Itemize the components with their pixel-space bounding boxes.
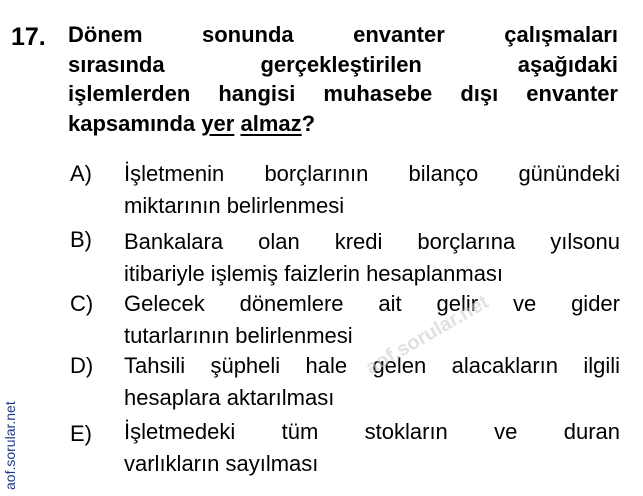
option-c-text [124,288,620,352]
question-line-1: Dönem sonunda envanter çalışmaları [68,22,618,47]
option-b-line-1: Bankalara olan kredi borçlarına yılsonu [124,229,620,254]
question-mark: ? [301,110,316,136]
option-d-line-2: hesaplara aktarılması [124,385,335,410]
question-line-4 [68,109,618,139]
option-b-letter: B) [70,227,92,252]
question-line-2: sırasında gerçekleştirilen aşağıdaki [68,51,618,77]
option-e-line-1: İşletmedeki tüm stokların ve duran [124,419,620,444]
option-e-line-2: varlıkların sayılması [124,451,319,476]
underlined-word-almaz: almaz [240,110,302,136]
question-line-3: işlemlerden hangisi muhasebe dışı envanter [68,81,618,106]
option-b-line-2: itibariyle işlemiş faizlerin hesaplanması [124,261,504,286]
question-number: 17. [11,23,46,51]
option-e-text [124,416,620,480]
center-watermark: aof.sorular.net [362,291,493,380]
option-c-line-2: tutarlarının belirlenmesi [124,323,353,348]
question-line-4-prefix: kapsamında [68,110,196,136]
underlined-word-yer: yer [201,110,235,136]
option-d-letter: D) [70,353,94,378]
option-a-letter: A) [70,161,92,186]
option-b-text [124,226,620,290]
side-watermark: aof.sorular.net [2,401,18,490]
option-c-line-1: Gelecek dönemlere ait gelir ve gider [124,291,620,316]
option-c-letter: C) [70,291,94,316]
option-a-line-2: miktarının belirlenmesi [124,193,345,218]
option-d-line-1: Tahsili şüpheli hale gelen alacakların ilgili [124,353,620,378]
question-stem [68,20,618,138]
option-a-line-1: İşletmenin borçlarının bilanço günündeki [124,161,620,186]
option-a-text [124,158,620,222]
option-e-letter: E) [70,421,92,446]
